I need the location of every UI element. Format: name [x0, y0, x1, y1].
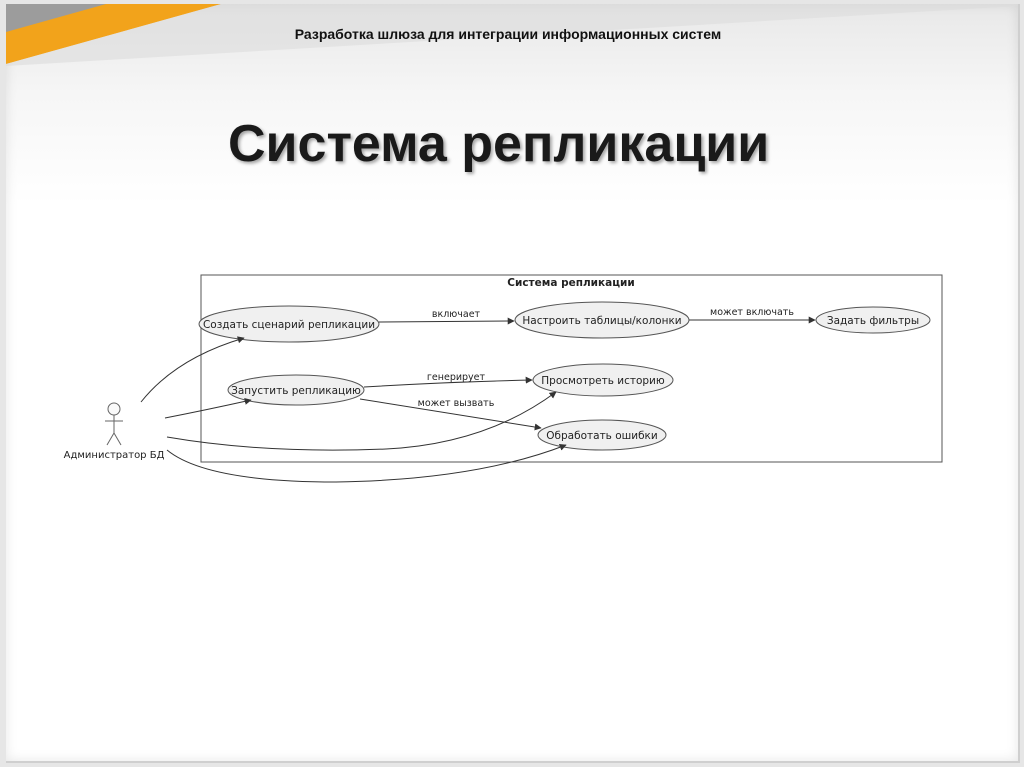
usecase-create-scenario — [199, 306, 379, 342]
usecase-set-filters — [816, 307, 930, 333]
actor-figure — [105, 403, 123, 445]
edge-may-include-label: может включать — [710, 307, 794, 318]
usecase-view-history — [533, 364, 673, 396]
usecase-create-scenario-label: Создать сценарий репликации — [202, 319, 376, 331]
usecase-handle-errors-label: Обработать ошибки — [546, 430, 658, 442]
actor-label: Администратор БД — [63, 450, 165, 461]
usecase-set-filters-label: Задать фильтры — [826, 315, 920, 327]
edge-may-call-label: может вызвать — [417, 398, 495, 409]
usecase-view-history-label: Просмотреть историю — [541, 375, 665, 387]
edge-generates-label: генерирует — [426, 372, 486, 383]
slide-canvas — [6, 4, 1020, 763]
presentation-subtitle: Разработка шлюза для интеграции информационных систем — [294, 26, 722, 42]
system-boundary-label: Система репликации — [507, 277, 635, 289]
usecase-handle-errors — [538, 420, 666, 450]
slide-title: Система репликации — [228, 115, 770, 173]
edge-includes-label: включает — [431, 309, 481, 320]
use-case-diagram — [6, 4, 1018, 761]
usecase-start-replication-label: Запустить репликацию — [231, 385, 361, 397]
usecase-configure-tables-label: Настроить таблицы/колонки — [522, 315, 682, 327]
usecase-configure-tables — [515, 302, 689, 338]
